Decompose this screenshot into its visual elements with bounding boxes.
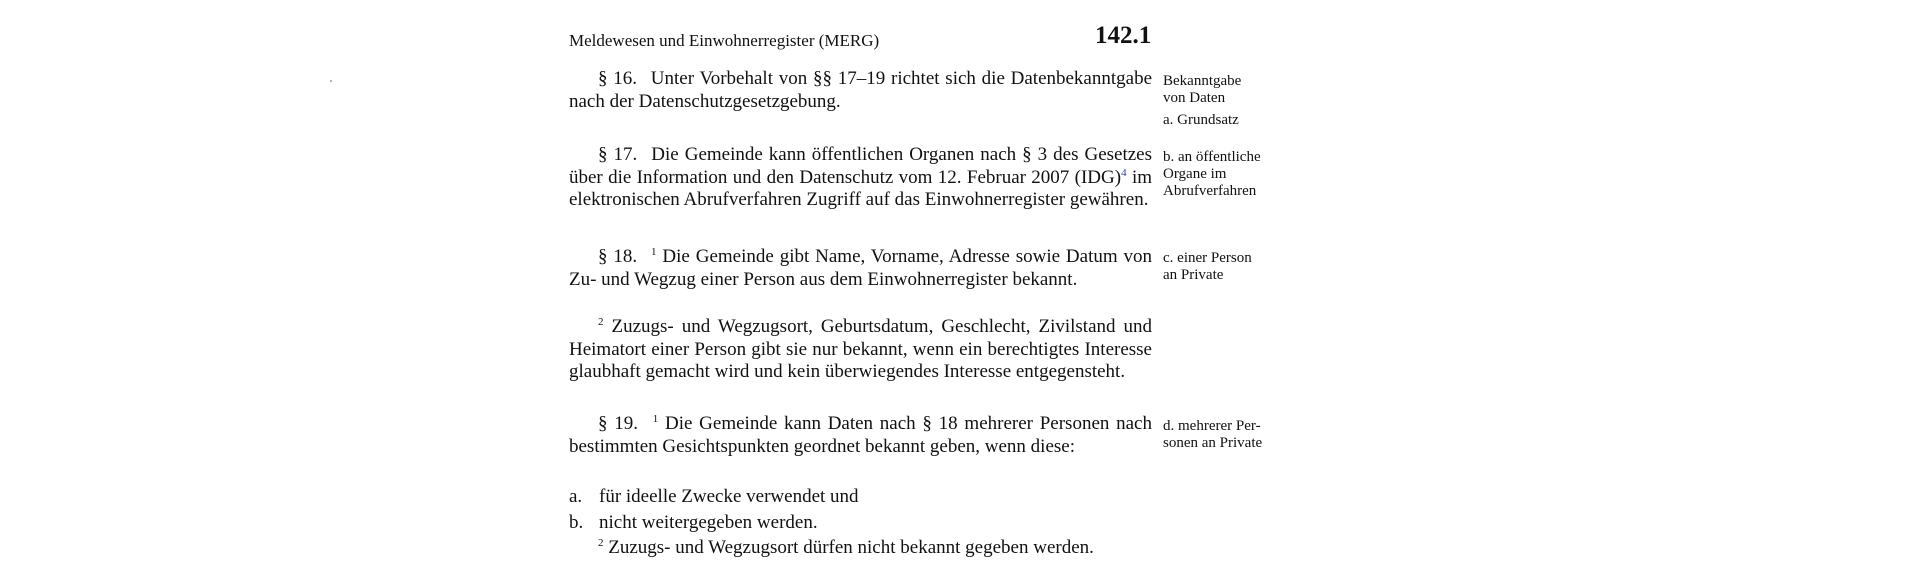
margin-note-17 (1163, 149, 1293, 200)
subsection-number: 1 (652, 413, 659, 425)
margin-note-line: Abrufverfahren (1163, 183, 1257, 199)
paragraph-text-continued: im elektronischen Abrufverfahren Zugriff auf das Einwohnerregister gewähren. (569, 166, 1152, 210)
list-letter: a. (569, 486, 583, 507)
subsection-number: 2 (598, 537, 604, 549)
paragraph-18-abs-1 (569, 246, 1152, 291)
subsection-number: 1 (651, 246, 657, 258)
paragraph-19-abs-2 (569, 537, 1152, 560)
paragraph-text: Die Gemeinde kann Daten nach § 18 mehrerer Personen nach bestimmten Gesichtspunkten geordnet bekannt geben, wenn diese: (569, 413, 1152, 457)
paragraph-text: Die Gemeinde kann öffentlichen Organen nach § 3 des Gesetzes über die Information und den Datenschutz vom 12. Februar 2007 (IDG) (569, 144, 1153, 188)
list-text: nicht weitergegeben werden. (599, 512, 818, 533)
list-text: für ideelle Zwecke verwendet und (599, 486, 859, 507)
paragraph-text: Zuzugs- und Wegzugsort dürfen nicht bekannt gegeben werden. (608, 537, 1094, 558)
paragraph-16 (569, 68, 1152, 113)
margin-note-18 (1163, 250, 1293, 284)
paragraph-number: § 18. (598, 246, 638, 267)
margin-note-line: d. mehrerer Per- (1163, 418, 1261, 434)
margin-note-line: an Private (1163, 267, 1224, 283)
list-item-b (569, 512, 1152, 535)
margin-note-line: sonen an Private (1163, 435, 1263, 451)
paragraph-17 (569, 144, 1152, 212)
margin-note-line: c. einer Person (1163, 250, 1252, 266)
list-letter: b. (569, 512, 584, 533)
law-number: 142.1 (1095, 22, 1152, 49)
paragraph-text: Unter Vorbehalt von §§ 17–19 richtet sich die Datenbekanntgabe nach der Datenschutzgesetzgebung. (569, 68, 1153, 112)
margin-note-19 (1163, 418, 1293, 452)
margin-note-line: a. Grundsatz (1163, 112, 1239, 128)
paragraph-number: § 16. (598, 68, 638, 89)
paragraph-text: Die Gemeinde gibt Name, Vorname, Adresse sowie Datum von Zu- und Wegzug einer Person aus dem Einwohnerregister bekannt. (569, 246, 1153, 290)
paragraph-number: § 17. (598, 144, 638, 165)
footnote-reference-link[interactable]: 4 (1121, 166, 1127, 179)
list-item-a (569, 486, 1152, 509)
paragraph-19-abs-1 (569, 413, 1152, 458)
law-title: Meldewesen und Einwohnerregister (MERG) (569, 31, 880, 50)
margin-note-line: b. an öffentliche (1163, 149, 1261, 165)
margin-note-16 (1163, 73, 1293, 129)
paragraph-text: Zuzugs- und Wegzugsort, Geburtsdatum, Geschlecht, Zivilstand und Heimatort einer Person gibt sie nur bekannt, wenn ein berechtigtes Interesse glaubhaft gemacht wird und kein überwiegendes Interesse entgegensteht. (569, 316, 1153, 382)
margin-note-line: von Daten (1163, 90, 1226, 106)
paragraph-18-abs-2 (569, 316, 1152, 384)
scan-speck (330, 80, 332, 82)
margin-note-line: Organe im (1163, 166, 1227, 182)
margin-note-line: Bekanntgabe (1163, 73, 1242, 89)
paragraph-number: § 19. (598, 413, 638, 434)
subsection-number: 2 (598, 316, 604, 328)
